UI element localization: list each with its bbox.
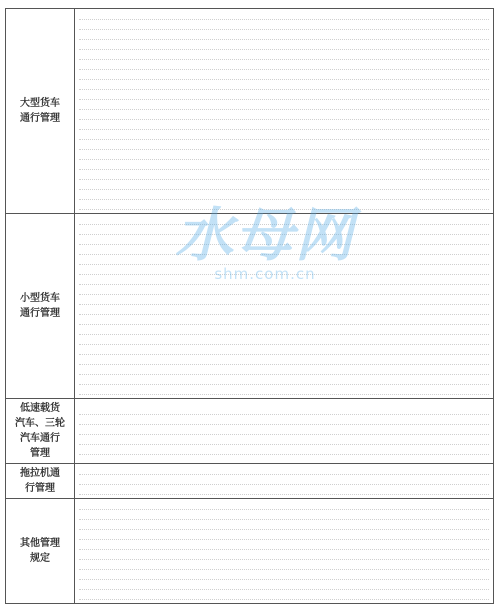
rule-text-line [79,91,489,100]
rule-row [6,399,494,464]
rule-text-line [79,31,489,40]
rule-text-line [79,436,489,445]
rule-row [6,214,494,399]
watermark-url: shm.com.cn [214,265,316,283]
rule-text-line [79,581,489,590]
rule-text-line [79,161,489,170]
rules-table-body [6,9,494,604]
rule-text-line [79,51,489,60]
rule-text-line [79,256,489,265]
rule-text-line [79,561,489,570]
rule-category: 其他管理 规定 [6,499,75,604]
rule-text-line [79,111,489,120]
rule-category: 拖拉机通 行管理 [6,464,75,499]
rule-row [6,464,494,499]
rule-category: 大型货车 通行管理 [6,9,75,214]
rule-text-line [79,216,489,225]
rule-text-line [79,246,489,255]
rule-text-line [79,386,489,395]
rule-text-line [79,226,489,235]
rule-text-line [79,476,489,485]
rule-text-line [79,236,489,245]
rule-text-line [79,426,489,435]
rule-text-line [79,41,489,50]
rule-text-line [79,366,489,375]
rule-text-line [79,531,489,540]
rule-text-line [79,511,489,520]
rule-text-line [79,346,489,355]
rule-text-line [79,141,489,150]
rule-text-line [79,201,489,210]
rule-text-line [79,306,489,315]
rule-text-line [79,71,489,80]
rule-text-line [79,21,489,30]
rule-text-line [79,416,489,425]
rule-content [75,399,494,464]
rule-text-line [79,286,489,295]
rule-text-line [79,376,489,385]
rule-text-line [79,336,489,345]
rule-text-line [79,486,489,495]
rule-text-line [79,446,489,455]
rule-text-line [79,591,489,600]
rule-text-line [79,406,489,415]
rule-text-line [79,181,489,190]
rule-text-line [79,11,489,20]
rule-text-line [79,276,489,285]
rule-row [6,499,494,604]
rule-text-line [79,131,489,140]
rule-text-line [79,316,489,325]
rule-text-line [79,61,489,70]
watermark-logo: 水母网 [174,201,355,269]
rule-text-line [79,171,489,180]
rule-category: 小型货车 通行管理 [6,214,75,399]
rule-text-line [79,81,489,90]
rule-text-line [79,101,489,110]
rule-content [75,214,494,399]
traffic-rules-table [5,8,494,604]
rule-text-line [79,521,489,530]
rule-text-line [79,296,489,305]
rule-text-line [79,266,489,275]
rule-text-line [79,541,489,550]
rule-text-line [79,151,489,160]
rule-text-line [79,501,489,510]
rule-content [75,9,494,214]
rule-text-line [79,356,489,365]
rule-category: 低速载货 汽车、三轮 汽车通行 管理 [6,399,75,464]
rule-text-line [79,191,489,200]
rule-text-line [79,551,489,560]
rule-content [75,464,494,499]
rule-text-line [79,121,489,130]
rule-row [6,9,494,214]
rule-content [75,499,494,604]
rule-text-line [79,466,489,475]
rule-text-line [79,326,489,335]
